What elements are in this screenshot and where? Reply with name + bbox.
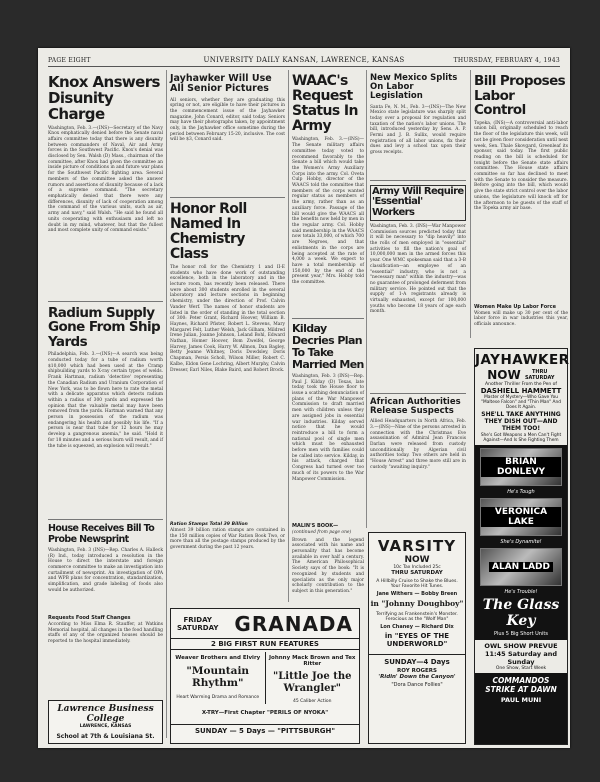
varsity-theater-ad	[368, 532, 466, 744]
article-labor-control: Topeka, (INS)—A controversial anti-labor union bill, originally scheduled to reach the floor of the legislature this week, will not be given floor consideration until next week, Sen. Thale Skovgard, Greenleaf its sponsor, said today. The first public reading on the bill is scheduled for tonight before the Senate state affairs committee. The House state affairs committee so far has declined to meet with the Senate to consider the measure. Before going into the bill, which would give the state strict control over the labor unions, the legislature will knock off for the afternoon to be guests of the staff of the Topeka army air base.	[474, 120, 568, 212]
paper-name: UNIVERSITY DAILY KANSAN, LAWRENCE, KANSAS	[203, 56, 405, 64]
varsity-sunday: SUNDAY—4 Days	[369, 654, 465, 666]
headline-honor-roll: Honor Roll Named In Chemistry Class	[170, 200, 247, 262]
divider	[292, 318, 364, 319]
granada-left-stars: Weaver Brothers and Elviry	[175, 655, 261, 661]
owl-show: OWL SHOW PREVUE 11:45 Saturday and Sunday	[484, 642, 558, 666]
divider	[370, 180, 466, 181]
granada-serial: X-TRY—First Chapter "PERILS OF NYOKA"	[201, 710, 329, 716]
headline-new-mexico: New Mexico Splits On Labor Legislation	[370, 73, 458, 102]
star2-name: VERONICA LAKE	[481, 507, 561, 527]
varsity-name: VARSITY	[377, 537, 457, 555]
jayhawker-thru: THRU SATURDAY	[524, 369, 555, 381]
star3-name: ALAN LADD	[489, 562, 553, 572]
star2-tag: She's Dynamite!	[500, 539, 542, 545]
subhead-women-labor: Women Make Up Labor Force	[474, 303, 556, 310]
article-african: Allied Headquarters in North Africa, Feb. 3.—(INS)—Nine of the persons arrested in connection with the Christmas Eve assassination of Admiral Jean Francois Darlan were released from custody unconditionally by Algerian civil authorities today. Two others are held in "House Arrest" and three more still are in custody "awaiting inquiry."	[370, 419, 466, 470]
article-waac: Washington, Feb. 3.—(INS)—The Senate military affairs committee today voted to recommend favorably to the Senate a bill which would take the Women's Army Auxiliary Corps into the army. Col. Oveta Culp Hobby, director of the WAACS told the committee that members of the corps wanted regular status as members of the army, rather than as an auxiliary force. Passage of the bill would give the WAACS all the benefits now held by men in the regular army. Col. Hobby said membership in the WAACS now totals 33,000, of which 700 are Negroes, and that enlistments in the corps are being accepted at the rate of 4,000 a week. We expect to have a total membership of 150,000 by the end of the present year," Mrs. Hobby told the committee.	[292, 137, 364, 286]
varsity-now: NOW	[404, 555, 430, 565]
jayhawker-author: DASHIELL HAMMETT	[480, 387, 562, 395]
college-city: LAWRENCE, KANSAS	[79, 724, 132, 729]
varsity-sunday-title: 'Ridin' Down the Canyon'	[378, 674, 456, 680]
jayhawker-line2: Master of Mystery—Who Gave You "Maltese Falcon" and "Thin Man" And Does It Again.	[481, 395, 561, 410]
jayhawker-line4: She's Got Weapons a Men Can't Fight Against—And Is She Fighting Them	[480, 433, 562, 443]
jayhawker-line3: SHE'LL TAKE ANYTHING THEY DISH OUT—AND THEM TOO!	[481, 411, 561, 432]
divider	[170, 197, 285, 198]
subhead-food-staff: Requests Food Staff Changes	[48, 614, 131, 621]
subhead-ration-stamps: Ration Stamps Total 39 Billion	[170, 521, 248, 527]
article-knox: Washington, Feb. 3.—(INS)—Secretary of the Navy Knox emphatically denied before the Senate naval affairs committee today that there is any disunity between commanders of Naval, Air and Army forces in the Southwest Pacific. Knox's denial was disclosed by Sen. Walsh (D) Mass., chairman of the committee, after Knox had given the committee an inside picture of conditions in and future war plans for the Southwest Pacific fighting area. Several members of the committee asked the answer rumors and assertions of disunity because of a lack of a supreme command. "The secretary emphatically denied that there were any differences, disunity of lack of cooperation among the command of the various units, such as air, army and navy," said Walsh. "He said he found all units cooperating with enthusiasm and left no doubt in my mind, whatever, but that the fullest and most complete unity of command exists."	[48, 125, 163, 234]
ladd-photo	[480, 548, 562, 586]
granada-left-note: Heart Warming Drama and Romance	[176, 695, 260, 700]
granada-right-title: "Little Joe the Wrangler"	[273, 671, 352, 694]
granada-name: GRANADA	[234, 612, 353, 636]
commandos-title: COMMANDOS STRIKE AT DAWN	[485, 676, 557, 694]
granada-sunday: SUNDAY — 5 Days — "PITTSBURGH"	[171, 724, 359, 735]
column-2	[170, 70, 285, 602]
commandos-star: PAUL MUNI	[500, 696, 542, 704]
granada-day2: SATURDAY	[177, 624, 219, 632]
article-radium: Philadelphia, Feb. 3.—(INS)—A search was being conducted today for a tube of radium worth $10,000 which had been used at the Cramp shipbuilding yards to X-ray certain types of welds. Frank Hartman, radium 'detective' representing the Canadian Radium and Uranium Corporation of New York, was to be flown here to rate the metal with a delicate apparatus which detects radium within a radius of 300 yards and expressed the opinion that the valuable metal may have been removed from the yards. Hartman warned that any person in possession of the radium was endangering his health and possibly his life. "If a person is near that tube for 12 hours he may develop a gangrenous anemia," he said. "Hold it for 18 minutes and a serious burn will result, and if the tube is squeezed, an explosion will result."	[48, 352, 163, 449]
article-ration-stamps: Almost 39 billion ration stamps are contained in the 150 million copies of War Ration Book Two, or more than all the postage stamps produced by the government during the past 12 years.	[170, 527, 285, 551]
masthead-line	[48, 56, 560, 67]
subhead-malin-continued: (continued from page one)	[292, 529, 352, 535]
granada-right-stars: Johnny Mack Brown and Tex Ritter	[269, 655, 356, 667]
jayhawker-line1: Another Thriller From the Pen of	[485, 382, 557, 387]
star1-tag: He's Tough	[507, 489, 535, 495]
varsity-blurb1: A Hillbilly Cruise to Shake the Blues. Your Favorite Hit Tunes.	[376, 579, 458, 589]
film-title: The Glass Key	[482, 597, 560, 629]
headline-african: African Authorities Release Suspects	[370, 396, 461, 417]
column-rule	[470, 70, 471, 338]
donlevy-photo	[480, 448, 562, 486]
jayhawker-name: JAYHAWKER	[475, 352, 570, 368]
varsity-title2: in "EYES OF THE UNDERWORLD"	[384, 632, 450, 648]
star3-tag: He's Trouble!	[504, 589, 538, 595]
article-honor-roll: The honor roll for the Chemistry 1 and II-E students who have done work of outstanding excellence, both in the laboratory and in the lecture room, has recently been released. There were about 300 students enrolled in the several laboratory and lecture sections in beginning chemistry, under the direction of Prof. Calvin Vander Werf. The names of honor students are listed in the order of standing in the total section of 300: Peter Grant, Richard Hoover, William B. Haynes, Richard Pfister, Robert L. Stevens, Mary Margaret Felt, Luther Welsh, Jack Gilham, Mildred Irene Julian, Joanne Johnson, Leland Bohl, Edward Nathan, Homer Hoover, Bom Zweifel, George Harvey, James Cook, Harry W. Allmon, Dan Bagley, Betty Jeanne Whitney, Doris Dowdsley, Doris Chapman, Persis Scholl, Wilson Miller, Robert C. Kalbe, Eldon Gene Lochring, Albert Murphy, Calvin Dresser, Earl Niles, Blake Baird, and Robert Brock.	[170, 264, 285, 373]
article-new-mexico: Santa Fe, N. M., Feb. 3—(INS)—The New Mexico state legislature was sharply split today over a proposal for regulation and taxation of the nation's labor unions. The bill, introduced yesterday by Sens. A. P. Fermi and J. B. Sullix, would require registration of all labor unions, fix their dues and levy a school tax upon their gross receipts.	[370, 104, 466, 156]
article-malin: Brown and the legend associated with his name and personality that has become available in over half a century. The American Philosophical Society says of the book: "It is recognized by students and specialists as the only major scholarly contribution to the subject in this generation."	[292, 537, 364, 594]
lake-photo	[480, 498, 562, 536]
granada-day: FRIDAY	[183, 616, 212, 624]
headline-newsprint: House Receives Bill To Probe Newsprint	[48, 523, 155, 545]
column-rule	[288, 70, 289, 602]
article-jayhawker: All seniors, whether they are graduating this spring or not, are eligible to have their pictures in the commencement issue of the Jayhawker magazine, John Conard, editor, said today. Seniors may have their photographs taken, by appointment only, in the Jayhawker office sometime during the period between February 15-20, inclusive. The cost will be $3, Conard said.	[170, 97, 285, 143]
column-rule	[366, 70, 367, 528]
college-name: Lawrence Business College	[57, 704, 154, 724]
owl-show-note: One Show, Start Week	[495, 666, 547, 671]
jayhawker-now: NOW	[487, 368, 521, 382]
article-kilday: Washington, Feb. 3 (INS)—Rep. Paul J. Kilday (D) Texas, late today took the House floor to issue a scathing denunciation of plans of the War Manpower Commission to draft married men with children unless they are assigned jobs in essential war industries. Kilday served notice that he would reintroduce a bill to form a national pool of single men which must be exhausted before men with families could be called into service. Kilday, in his attack, charged that Congress had turned over too much of its powers to the War Manpower Commission.	[292, 373, 364, 482]
varsity-blurb2: Terrifying as Frankenstein's Monster. Ferocious as the "Wolf Man"	[376, 612, 458, 622]
column-rule	[166, 70, 167, 738]
article-newsprint: Washington, Feb. 3 (INS)—Rep. Charles A. Halleck (R) Ind., today introduced a resolution in the House to direct the interstate and foreign commerce committee to make an investigation into curtailment of newsprint. An investigation of OPA and WPB plans for concentration, standardization, simplification, and grade labeling of foods also would be authorized.	[48, 547, 163, 593]
article-essential-workers: Washington, Feb. 3. (INS)—War Manpower Commission sources predicted today that it will be necessary to "dip heavily" into the rolls of men employed in "essential" activities to fill the nation's goal of 10,000,000 men in the armed forces this year. One WMC spokesman said that a 3-B classification—an employee of an "essential" industry, who is not a "necessary man" within the industry—was no guarantee of prolonged deferment from military service. He pointed out that the supply of 1-A registrants already is virtually exhausted, except for 100,000 youths who become 18 years of age each month.	[370, 223, 466, 315]
column-3-content	[292, 70, 364, 602]
headline-essential-workers: Army Will Require 'Essential' Workers	[370, 185, 466, 221]
headline-labor-control: Bill Proposes Labor Control	[474, 73, 566, 119]
business-college-ad	[48, 700, 163, 744]
short-units: Plus 5 Big Short Units	[494, 631, 548, 637]
varsity-sunday-extra: "Dora Dance Follies"	[391, 682, 443, 688]
granada-left-title: "Mountain Rhythm"	[186, 665, 250, 689]
granada-tagline: 2 BIG FIRST RUN FEATURES	[171, 638, 359, 650]
varsity-title1: in "Johnny Doughboy"	[370, 599, 464, 608]
divider	[48, 519, 163, 520]
issue-date: THURSDAY, FEBRUARY 4, 1943	[453, 57, 560, 64]
headline-kilday: Kilday Decries Plan To Take Married Men	[292, 322, 364, 372]
column-1	[48, 70, 163, 698]
article-food-staff: According to Miss Elma R. Stauffer, at Watkins Memorial hospital, all changes in the food handling staffs of any of the organized houses should be reported to the hospital immediately.	[48, 621, 163, 644]
headline-knox: Knox Answers Disunity Charge	[48, 73, 160, 124]
varsity-stars2: Lon Chaney — Richard Dix	[380, 624, 454, 630]
subhead-malin: MALIN'S BOOK—	[292, 522, 339, 529]
granada-right-note: 45 Caliber Action	[292, 699, 332, 704]
college-address: School at 7th & Louisiana St.	[56, 733, 155, 740]
headline-waac: WAAC's Request Status In Army	[292, 73, 358, 135]
divider	[370, 393, 466, 394]
varsity-stars1: Jane Withers — Bobby Breen	[376, 591, 458, 597]
varsity-sunday-star: ROY ROGERS	[397, 668, 437, 674]
granada-theater-ad	[170, 608, 360, 744]
article-women-labor: Women will make up 30 per cent of the labor force in war industries this year, officials announce.	[474, 310, 568, 328]
page-number: PAGE EIGHT	[48, 57, 91, 64]
divider	[48, 301, 163, 302]
newspaper-page	[38, 48, 570, 748]
varsity-price: 10c Tax Included 25c	[393, 565, 441, 570]
headline-jayhawker: Jayhawker Will Use All Senior Pictures	[170, 73, 272, 95]
headline-radium: Radium Supply Gone From Ship Yards	[48, 304, 161, 350]
star1-name: BRIAN DONLEVY	[481, 457, 561, 477]
jayhawker-theater-ad	[474, 348, 568, 745]
column-5	[474, 70, 568, 336]
column-4	[370, 70, 466, 528]
varsity-thru: THRU SATURDAY	[391, 570, 443, 576]
